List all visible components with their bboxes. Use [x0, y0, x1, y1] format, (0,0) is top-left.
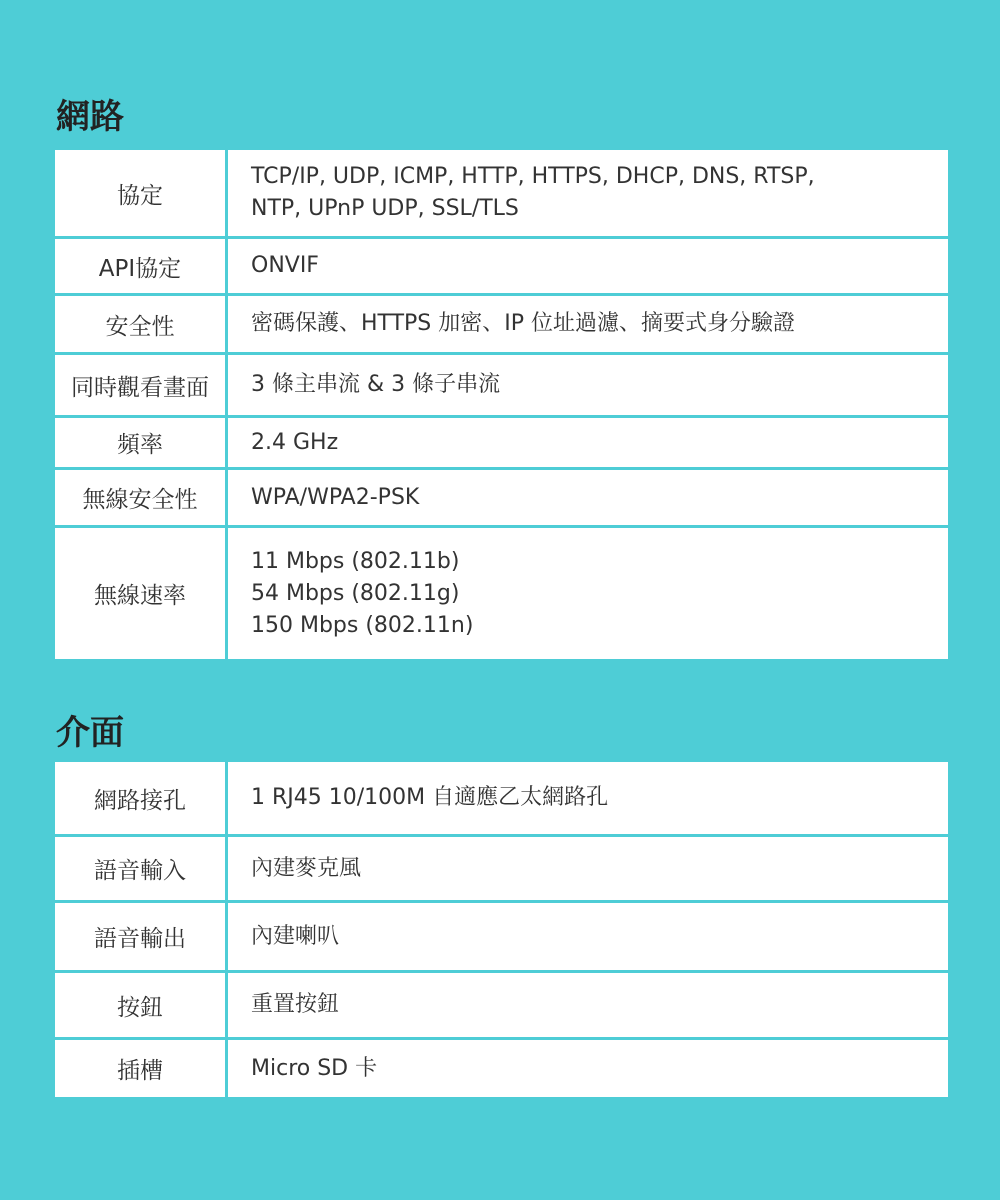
- spec-row-wireless-security: [55, 470, 948, 525]
- spec-label: 按鈕: [55, 973, 225, 1037]
- spec-value-line: 密碼保護、HTTPS 加密、IP 位址過濾、摘要式身分驗證: [251, 311, 796, 336]
- spec-row-api-protocol: [55, 239, 948, 293]
- spec-value-line: ONVIF: [251, 253, 319, 278]
- spec-table-network: [55, 150, 948, 659]
- spec-row-audio-out: [55, 903, 948, 970]
- spec-value: [228, 470, 948, 525]
- spec-label: 安全性: [55, 296, 225, 352]
- spec-value: [228, 1040, 948, 1097]
- spec-label: 協定: [55, 150, 225, 236]
- spec-row-simultaneous-view: [55, 355, 948, 415]
- spec-value: [228, 355, 948, 415]
- section-title-interface: 介面: [56, 713, 124, 753]
- section-title-network: 網路: [56, 97, 124, 137]
- spec-row-button: [55, 973, 948, 1037]
- spec-value: [228, 762, 948, 834]
- spec-value-line: 內建喇叭: [251, 923, 340, 949]
- spec-value-line: Micro SD 卡: [251, 1055, 378, 1081]
- spec-row-frequency: [55, 418, 948, 467]
- spec-label: 插槽: [55, 1040, 225, 1097]
- spec-value-line: 11 Mbps (802.11b): [251, 548, 460, 574]
- spec-value-line: 2.4 GHz: [251, 429, 339, 455]
- spec-label: 無線速率: [55, 528, 225, 659]
- spec-value: [228, 296, 948, 352]
- spec-value: [228, 239, 948, 293]
- spec-value-line: 3 條主串流 & 3 條子串流: [251, 372, 501, 397]
- spec-value-line: WPA/WPA2-PSK: [251, 484, 420, 510]
- spec-value: [228, 418, 948, 467]
- spec-value-line: 1 RJ45 10/100M 自適應乙太網路孔: [251, 785, 609, 810]
- spec-value-line: 54 Mbps (802.11g): [251, 580, 460, 606]
- spec-value-line: 內建麥克風: [251, 855, 362, 881]
- spec-value: [228, 528, 948, 659]
- spec-value: [228, 837, 948, 900]
- spec-value-line: NTP, UPnP UDP, SSL/TLS: [251, 196, 519, 221]
- spec-table-interface: [55, 762, 948, 1097]
- spec-value-line: 150 Mbps (802.11n): [251, 612, 474, 638]
- spec-label: API協定: [55, 239, 225, 293]
- spec-row-audio-in: [55, 837, 948, 900]
- spec-label: 同時觀看畫面: [55, 355, 225, 415]
- spec-label: 語音輸入: [55, 837, 225, 900]
- spec-label: 網路接孔: [55, 762, 225, 834]
- spec-row-network-port: [55, 762, 948, 834]
- spec-value: [228, 903, 948, 970]
- spec-label: 頻率: [55, 418, 225, 467]
- spec-row-security: [55, 296, 948, 352]
- spec-value-line: TCP/IP, UDP, ICMP, HTTP, HTTPS, DHCP, DNS, RTSP,: [251, 164, 815, 189]
- spec-label: 語音輸出: [55, 903, 225, 970]
- spec-value: [228, 150, 948, 236]
- spec-value: [228, 973, 948, 1037]
- spec-row-slot: [55, 1040, 948, 1097]
- spec-row-wireless-rate: [55, 528, 948, 659]
- spec-value-line: 重置按鈕: [251, 992, 340, 1017]
- spec-label: 無線安全性: [55, 470, 225, 525]
- spec-row-protocol: [55, 150, 948, 236]
